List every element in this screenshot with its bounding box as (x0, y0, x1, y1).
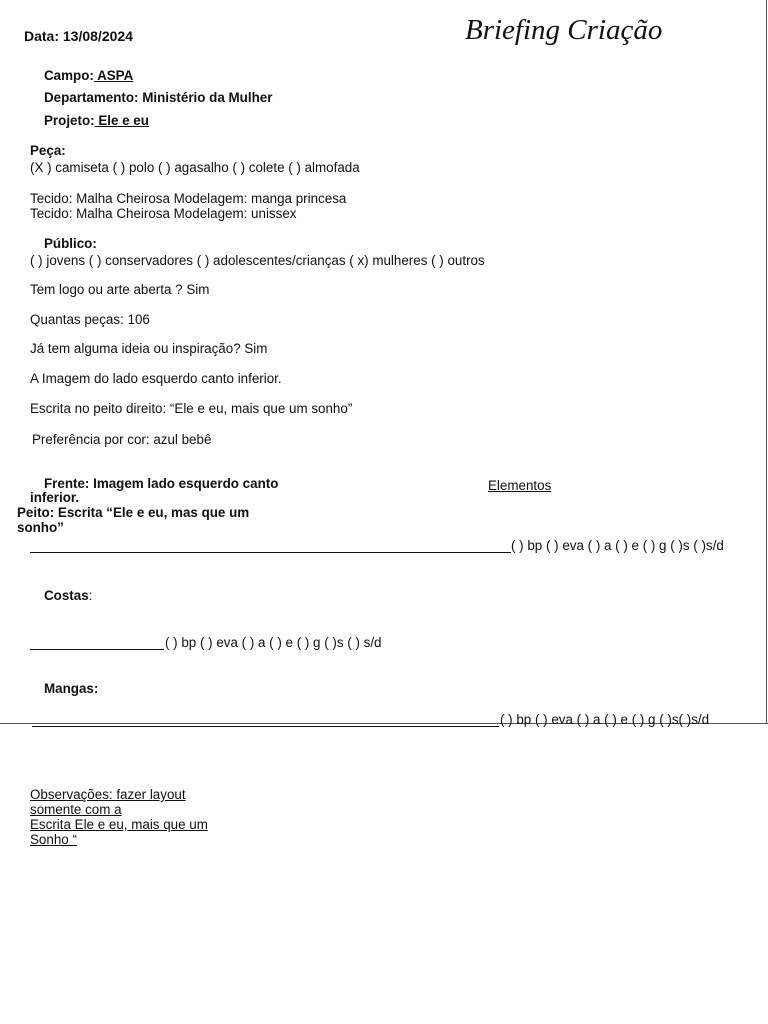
quantas-pecas: Quantas peças: 106 (30, 312, 150, 327)
tecido-line-2: Tecido: Malha Cheirosa Modelagem: unissex (30, 206, 297, 221)
projeto-value: Ele e eu (94, 113, 149, 128)
logo-question: Tem logo ou arte aberta ? Sim (30, 282, 210, 297)
observacoes-line-1: Observações: fazer layout (30, 787, 186, 802)
mangas-fill-line[interactable] (32, 726, 499, 727)
publico-label: Público: (44, 236, 97, 251)
frente-element-checks: ( ) bp ( ) eva ( ) a ( ) e ( ) g ( )s ( )s/d (511, 538, 724, 553)
campo-field (44, 68, 133, 84)
campo-label: Campo: (44, 68, 94, 83)
frente-line-1: Frente: Imagem lado esquerdo canto (44, 476, 279, 491)
date-label: Data: 13/08/2024 (24, 28, 133, 44)
escrita-note: Escrita no peito direito: “Ele e eu, mais que um sonho” (30, 401, 353, 416)
ideia-question: Já tem alguma ideia ou inspiração? Sim (30, 341, 268, 356)
costas-fill-line[interactable] (30, 649, 164, 650)
imagem-note: A Imagem do lado esquerdo canto inferior. (30, 371, 282, 386)
page-title: Briefing Criação (465, 14, 663, 46)
projeto-label: Projeto: (44, 113, 95, 128)
projeto-field (44, 113, 149, 129)
observacoes-line-2: somente com a (30, 802, 122, 817)
mangas-label: Mangas: (44, 681, 99, 696)
frente-fill-line[interactable] (30, 552, 511, 553)
peito-line-2: sonho” (17, 520, 64, 535)
mangas-element-checks: ( ) bp ( ) eva ( ) a ( ) e ( ) g ( )s( )s/d (500, 712, 710, 727)
cor-preference: Preferência por cor: azul bebê (32, 432, 212, 447)
campo-value: ASPA (93, 68, 134, 83)
peito-line-1: Peito: Escrita “Ele e eu, mas que um (17, 505, 250, 520)
observacoes-line-3: Escrita Ele e eu, mais que um (30, 817, 208, 832)
publico-options: ( ) jovens ( ) conservadores ( ) adolescentes/crianças ( x) mulheres ( ) outros (30, 253, 485, 268)
costas-colon: : (88, 588, 93, 603)
costas-element-checks: ( ) bp ( ) eva ( ) a ( ) e ( ) g ( )s ( ) s/d (165, 635, 382, 650)
tecido-line-1: Tecido: Malha Cheirosa Modelagem: manga princesa (30, 191, 347, 206)
peca-options: (X ) camiseta ( ) polo ( ) agasalho ( ) colete ( ) almofada (30, 160, 360, 175)
costas-label (44, 588, 92, 604)
costas-label-text: Costas (44, 588, 89, 603)
page-frame-right-border (766, 0, 767, 723)
elementos-label: Elementos (488, 478, 552, 493)
peca-label: Peça: (30, 143, 66, 158)
departamento-field: Departamento: Ministério da Mulher (44, 90, 273, 105)
frente-line-2: inferior. (30, 490, 80, 505)
observacoes-line-4: Sonho “ (30, 832, 77, 847)
